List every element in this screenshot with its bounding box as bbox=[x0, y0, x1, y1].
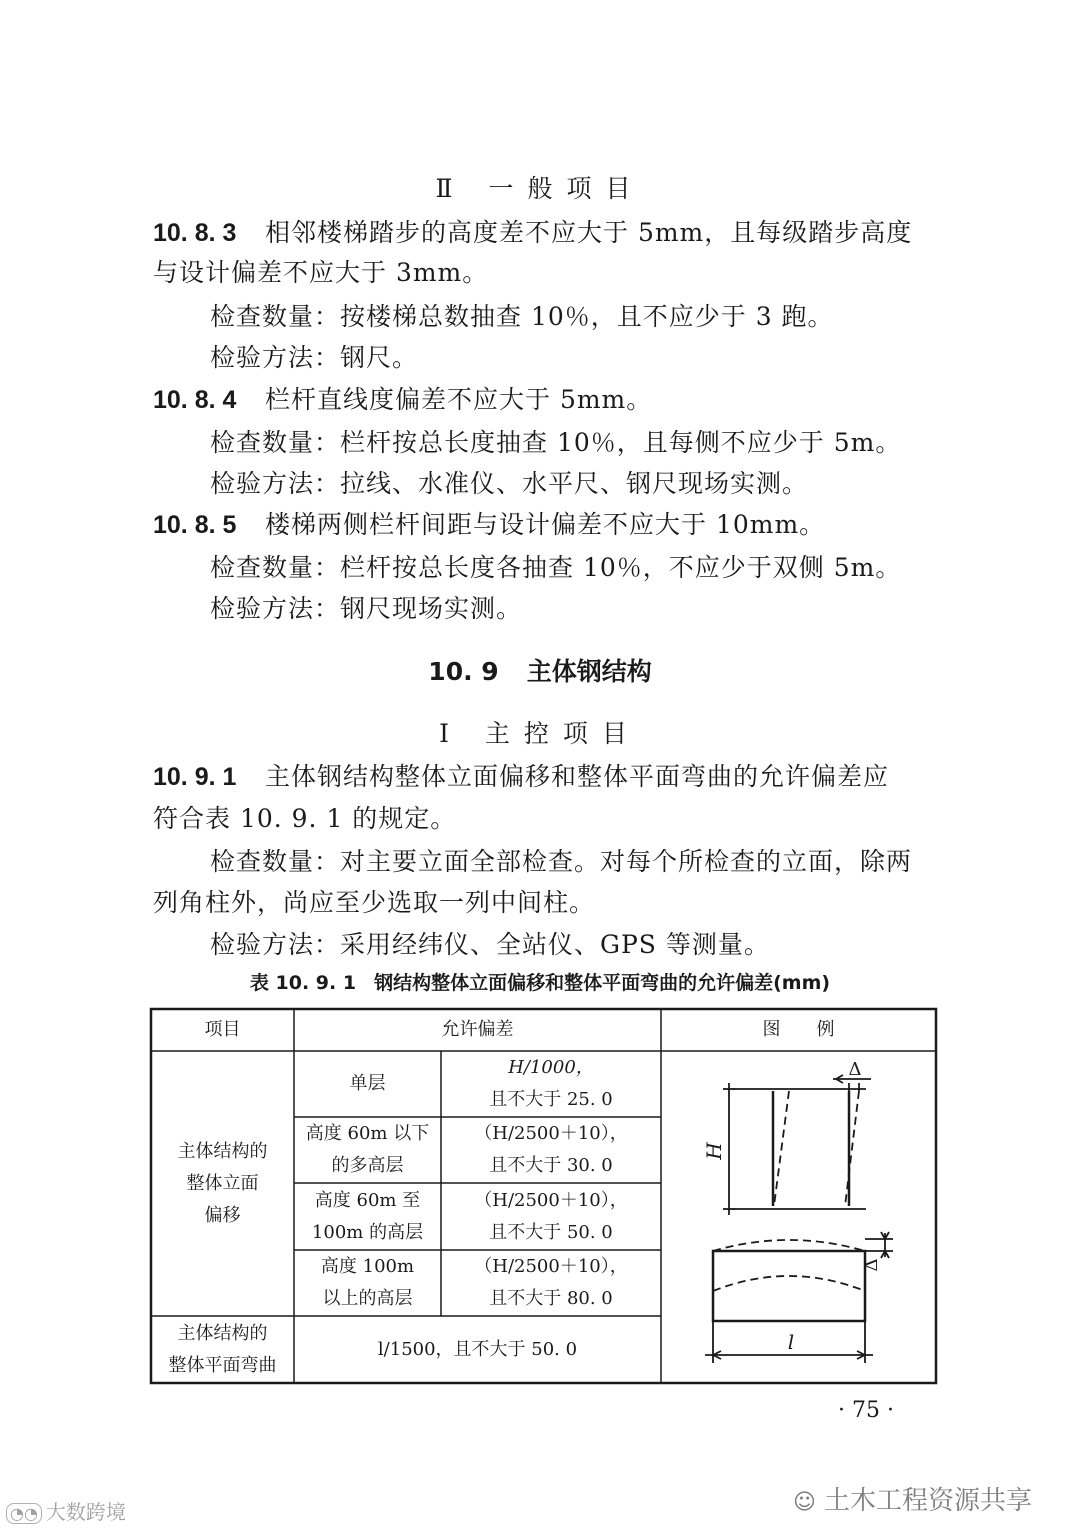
clause-10-8-4-method: 检验方法：拉线、水准仪、水平尺、钢尺现场实测。 bbox=[210, 469, 809, 498]
clause-10-8-4: 10. 8. 4 栏杆直线度偏差不应大于 5mm。 bbox=[153, 385, 653, 414]
clause-10-9-1-quantity: 检查数量：对主要立面全部检查。对每个所检查的立面，除两 bbox=[210, 847, 913, 876]
table-header-tolerance: 允许偏差 bbox=[441, 1019, 514, 1040]
table-caption: 表 10. 9. 1 钢结构整体立面偏移和整体平面弯曲的允许偏差(mm) bbox=[249, 972, 831, 994]
table-group-elevation-offset: 主体结构的 整体立面 偏移 bbox=[177, 1140, 268, 1226]
table-cell-condition: 单层 bbox=[349, 1073, 386, 1094]
clause-10-9-1: 10. 9. 1 主体钢结构整体立面偏移和整体平面弯曲的允许偏差应 bbox=[153, 762, 890, 791]
tolerance-diagram bbox=[661, 1051, 936, 1383]
delta-label-top: Δ bbox=[848, 1059, 862, 1080]
general-items-heading: Ⅱ 一般项目 bbox=[435, 174, 645, 203]
wechat-icon: ☺ bbox=[793, 1490, 816, 1515]
table-cell-condition: 高度 100m 以上的高层 bbox=[320, 1256, 415, 1309]
clause-10-8-4-quantity: 检查数量：栏杆按总长度抽查 10％，且每侧不应少于 5m。 bbox=[210, 428, 902, 457]
clause-10-9-1-cont: 符合表 10. 9. 1 的规定。 bbox=[153, 804, 457, 833]
table-cell-bending-tolerance: l/1500，且不大于 50. 0 bbox=[377, 1338, 578, 1360]
table-cell-tolerance: （H/2500＋10）， 且不大于 30. 0 bbox=[474, 1123, 628, 1176]
main-items-heading: Ⅰ 主控项目 bbox=[439, 719, 641, 748]
clause-10-8-3-quantity: 检查数量：按楼梯总数抽查 10％，且不应少于 3 跑。 bbox=[210, 302, 834, 331]
clause-10-8-5-quantity: 检查数量：栏杆按总长度各抽查 10％，不应少于双侧 5m。 bbox=[210, 553, 902, 582]
table-group-plane-bending: 主体结构的 整体平面弯曲 bbox=[168, 1322, 277, 1376]
table-cell-tolerance: H/1000， 且不大于 25. 0 bbox=[489, 1057, 613, 1110]
clause-10-8-3: 10. 8. 3 相邻楼梯踏步的高度差不应大于 5mm，且每级踏步高度 bbox=[153, 218, 913, 247]
delta-label-side: Δ bbox=[861, 1258, 882, 1272]
table-header-figure: 图 例 bbox=[762, 1019, 835, 1040]
length-label: l bbox=[787, 1330, 795, 1354]
table-cell-tolerance: （H/2500＋10）， 且不大于 80. 0 bbox=[474, 1256, 628, 1309]
height-label: H bbox=[702, 1142, 726, 1160]
table-cell-condition: 高度 60m 至 100m 的高层 bbox=[311, 1189, 424, 1243]
clause-10-9-1-method: 检验方法：采用经纬仪、全站仪、GPS 等测量。 bbox=[210, 930, 770, 959]
clause-10-9-1-quantity-cont: 列角柱外，尚应至少选取一列中间柱。 bbox=[153, 888, 596, 917]
clause-10-8-5-method: 检验方法：钢尺现场实测。 bbox=[210, 594, 523, 623]
clause-10-8-3-method: 检验方法：钢尺。 bbox=[210, 343, 419, 372]
watermark-logo-icon: ◔◔ bbox=[6, 1503, 42, 1524]
table-cell-tolerance: （H/2500＋10）， 且不大于 50. 0 bbox=[474, 1189, 628, 1243]
section-heading: 10. 9 主体钢结构 bbox=[428, 657, 652, 686]
table-header-item: 项目 bbox=[204, 1019, 241, 1040]
watermark-right: ☺ 土木工程资源共享 bbox=[793, 1486, 1032, 1516]
page-number: · 75 · bbox=[838, 1398, 894, 1423]
watermark-left: ◔◔ 大数跨境 bbox=[6, 1496, 126, 1525]
clause-10-8-3-cont: 与设计偏差不应大于 3mm。 bbox=[153, 258, 489, 287]
clause-10-8-5: 10. 8. 5 楼梯两侧栏杆间距与设计偏差不应大于 10mm。 bbox=[153, 510, 826, 539]
table-cell-condition: 高度 60m 以下 的多高层 bbox=[305, 1123, 430, 1176]
